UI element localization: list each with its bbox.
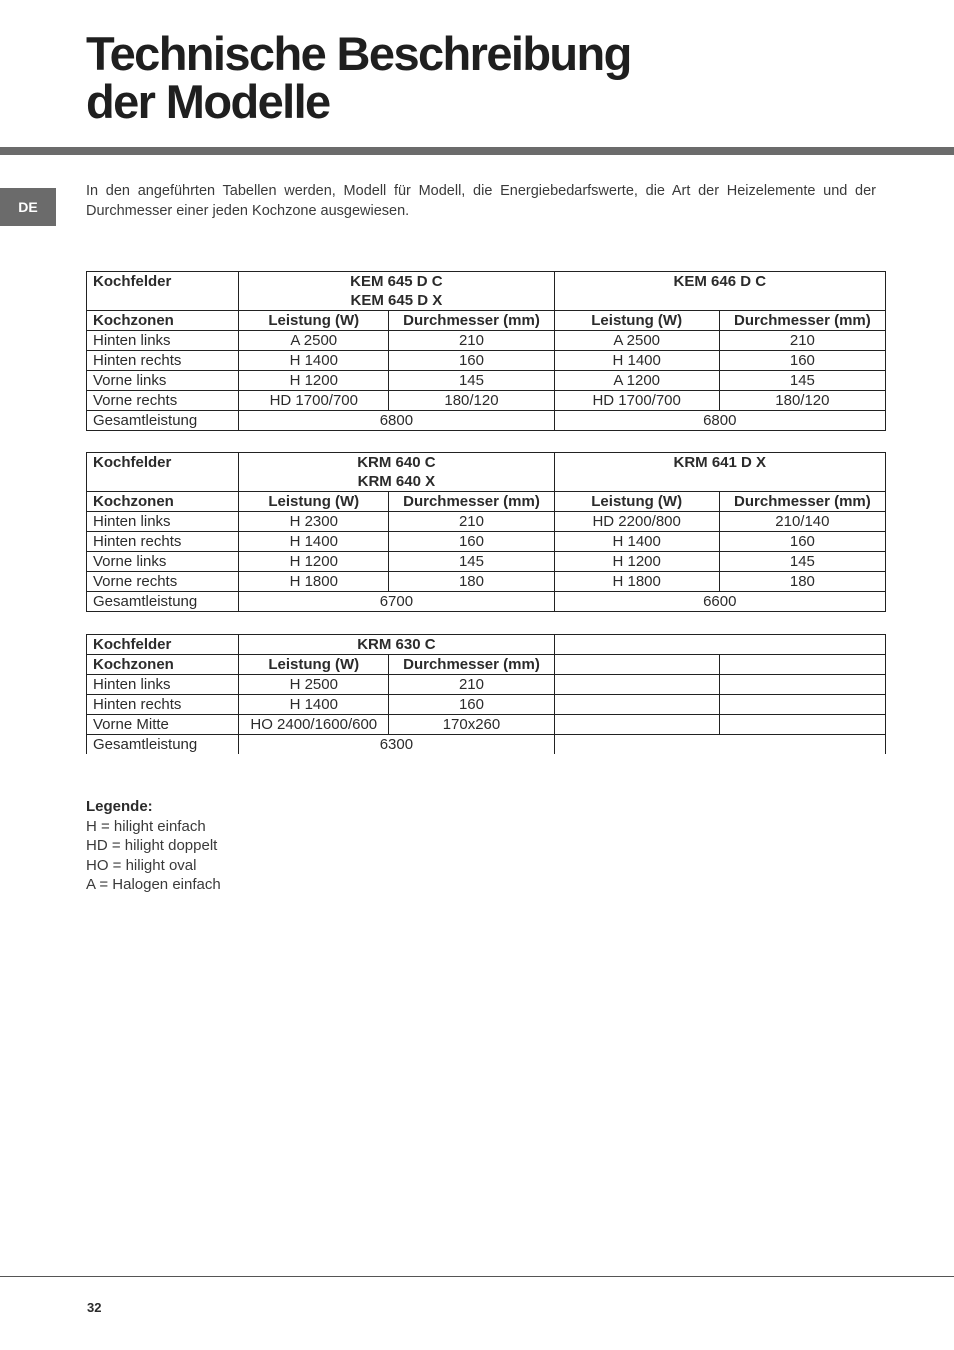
kochzonen-label: Kochzonen bbox=[87, 492, 239, 512]
kochzonen-label: Kochzonen bbox=[87, 655, 239, 675]
table-row bbox=[87, 675, 886, 695]
column-header-leistung: Leistung (W) bbox=[239, 311, 389, 331]
power-cell: A 2500 bbox=[239, 331, 389, 351]
total-right: 6600 bbox=[554, 592, 885, 612]
diameter-cell: 210/140 bbox=[719, 512, 885, 532]
empty-cell bbox=[554, 675, 719, 695]
power-cell: H 2500 bbox=[239, 675, 389, 695]
gesamtleistung-label: Gesamtleistung bbox=[87, 592, 239, 612]
page-title-line-1: Technische Beschreibung bbox=[86, 27, 631, 80]
table-header-row bbox=[87, 492, 886, 512]
diameter-cell: 170x260 bbox=[389, 715, 554, 735]
table-total-row bbox=[87, 735, 886, 755]
table-row bbox=[87, 331, 886, 351]
gesamtleistung-label: Gesamtleistung bbox=[87, 411, 239, 431]
table-row bbox=[87, 512, 886, 532]
footer-rule bbox=[0, 1276, 954, 1277]
zone-cell: Hinten rechts bbox=[87, 532, 239, 552]
column-header-leistung: Leistung (W) bbox=[554, 311, 719, 331]
model-name: KEM 645 D C bbox=[350, 273, 443, 290]
power-cell: H 2300 bbox=[239, 512, 389, 532]
table-row bbox=[87, 453, 886, 492]
empty-cell bbox=[554, 735, 885, 755]
model-names-left bbox=[239, 453, 554, 492]
empty-cell bbox=[719, 715, 885, 735]
power-cell: HD 2200/800 bbox=[554, 512, 719, 532]
table-row bbox=[87, 532, 886, 552]
table-row bbox=[87, 272, 886, 311]
page-title bbox=[86, 27, 631, 128]
column-header-durchmesser: Durchmesser (mm) bbox=[389, 311, 554, 331]
legend-item: HD = hilight doppelt bbox=[86, 837, 218, 854]
model-name: KRM 640 C bbox=[357, 454, 436, 471]
model-name-right: KEM 646 D C bbox=[554, 272, 885, 311]
power-cell: HO 2400/1600/600 bbox=[239, 715, 389, 735]
power-cell: HD 1700/700 bbox=[239, 391, 389, 411]
page-number: 32 bbox=[87, 1300, 102, 1315]
table-total-row bbox=[87, 411, 886, 431]
header-rule bbox=[0, 147, 954, 155]
power-cell: H 1400 bbox=[239, 351, 389, 371]
kochfelder-label: Kochfelder bbox=[87, 272, 239, 311]
table-row bbox=[87, 371, 886, 391]
diameter-cell: 210 bbox=[389, 675, 554, 695]
table-row bbox=[87, 695, 886, 715]
empty-cell bbox=[719, 695, 885, 715]
column-header-leistung: Leistung (W) bbox=[239, 492, 389, 512]
zone-cell: Hinten rechts bbox=[87, 695, 239, 715]
power-cell: H 1400 bbox=[239, 532, 389, 552]
diameter-cell: 160 bbox=[389, 695, 554, 715]
power-cell: H 1400 bbox=[554, 532, 719, 552]
empty-cell bbox=[719, 675, 885, 695]
model-name-right: KRM 641 D X bbox=[554, 453, 885, 492]
spec-table-kem bbox=[86, 271, 886, 431]
zone-cell: Hinten links bbox=[87, 512, 239, 532]
model-name-left: KRM 630 C bbox=[239, 635, 554, 655]
legend-item: A = Halogen einfach bbox=[86, 876, 221, 893]
empty-cell bbox=[554, 695, 719, 715]
gesamtleistung-label: Gesamtleistung bbox=[87, 735, 239, 755]
diameter-cell: 210 bbox=[389, 331, 554, 351]
table-row bbox=[87, 552, 886, 572]
diameter-cell: 160 bbox=[719, 351, 885, 371]
zone-cell: Vorne rechts bbox=[87, 391, 239, 411]
power-cell: HD 1700/700 bbox=[554, 391, 719, 411]
empty-cell bbox=[554, 635, 885, 655]
column-header-leistung: Leistung (W) bbox=[554, 492, 719, 512]
diameter-cell: 180 bbox=[719, 572, 885, 592]
power-cell: H 1200 bbox=[239, 552, 389, 572]
total-right: 6800 bbox=[554, 411, 885, 431]
total-left: 6300 bbox=[239, 735, 554, 755]
zone-cell: Hinten links bbox=[87, 675, 239, 695]
power-cell: A 2500 bbox=[554, 331, 719, 351]
page-title-line-2: der Modelle bbox=[86, 75, 330, 128]
intro-paragraph: In den angeführten Tabellen werden, Modell für Modell, die Energiebedarfswerte, die Art der Heizelemente und der Durchmesser einer jeden Kochzone ausgewiesen. bbox=[86, 183, 876, 219]
kochzonen-label: Kochzonen bbox=[87, 311, 239, 331]
zone-cell: Vorne Mitte bbox=[87, 715, 239, 735]
kochfelder-label: Kochfelder bbox=[87, 453, 239, 492]
table-row bbox=[87, 715, 886, 735]
diameter-cell: 145 bbox=[389, 371, 554, 391]
power-cell: H 1200 bbox=[239, 371, 389, 391]
legend-item: HO = hilight oval bbox=[86, 856, 197, 874]
kochfelder-label: Kochfelder bbox=[87, 635, 239, 655]
model-names-left bbox=[239, 272, 554, 311]
zone-cell: Vorne links bbox=[87, 371, 239, 391]
diameter-cell: 145 bbox=[719, 371, 885, 391]
diameter-cell: 210 bbox=[389, 512, 554, 532]
legend-item: H = hilight einfach bbox=[86, 817, 206, 835]
table-row bbox=[87, 391, 886, 411]
diameter-cell: 180/120 bbox=[389, 391, 554, 411]
table-row bbox=[87, 351, 886, 371]
table-row bbox=[87, 635, 886, 655]
power-cell: H 1800 bbox=[554, 572, 719, 592]
spec-table-krm-630 bbox=[86, 634, 886, 754]
total-left: 6700 bbox=[239, 592, 554, 612]
legend bbox=[86, 797, 221, 895]
table-header-row bbox=[87, 311, 886, 331]
model-name: KEM 645 D X bbox=[350, 292, 443, 309]
empty-cell bbox=[554, 715, 719, 735]
zone-cell: Hinten rechts bbox=[87, 351, 239, 371]
diameter-cell: 145 bbox=[719, 552, 885, 572]
language-tab: DE bbox=[0, 188, 56, 226]
power-cell: H 1200 bbox=[554, 552, 719, 572]
column-header-leistung: Leistung (W) bbox=[239, 655, 389, 675]
table-row bbox=[87, 572, 886, 592]
diameter-cell: 160 bbox=[389, 351, 554, 371]
diameter-cell: 210 bbox=[719, 331, 885, 351]
model-name: KRM 640 X bbox=[357, 473, 436, 490]
zone-cell: Hinten links bbox=[87, 331, 239, 351]
empty-cell bbox=[554, 655, 719, 675]
diameter-cell: 160 bbox=[719, 532, 885, 552]
diameter-cell: 145 bbox=[389, 552, 554, 572]
zone-cell: Vorne rechts bbox=[87, 572, 239, 592]
legend-title: Legende: bbox=[86, 798, 153, 815]
power-cell: H 1400 bbox=[239, 695, 389, 715]
diameter-cell: 180/120 bbox=[719, 391, 885, 411]
diameter-cell: 180 bbox=[389, 572, 554, 592]
total-left: 6800 bbox=[239, 411, 554, 431]
power-cell: A 1200 bbox=[554, 371, 719, 391]
column-header-durchmesser: Durchmesser (mm) bbox=[389, 492, 554, 512]
diameter-cell: 160 bbox=[389, 532, 554, 552]
table-header-row bbox=[87, 655, 886, 675]
column-header-durchmesser: Durchmesser (mm) bbox=[389, 655, 554, 675]
zone-cell: Vorne links bbox=[87, 552, 239, 572]
spec-table-krm-640 bbox=[86, 452, 886, 612]
power-cell: H 1400 bbox=[554, 351, 719, 371]
table-total-row bbox=[87, 592, 886, 612]
empty-cell bbox=[719, 655, 885, 675]
power-cell: H 1800 bbox=[239, 572, 389, 592]
column-header-durchmesser: Durchmesser (mm) bbox=[719, 492, 885, 512]
column-header-durchmesser: Durchmesser (mm) bbox=[719, 311, 885, 331]
